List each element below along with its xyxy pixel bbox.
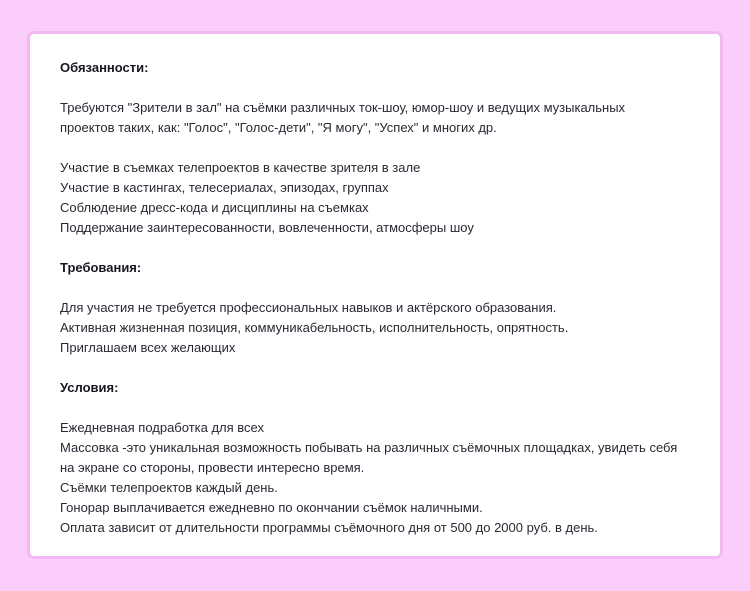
duties-list-item: Поддержание заинтересованности, вовлеченности, атмосферы шоу <box>60 220 474 235</box>
conditions-list-item: Массовка -это уникальная возможность побывать на различных съёмочных площадках, увидеть себя <box>60 440 678 455</box>
requirements-list-item: Активная жизненная позиция, коммуникабельность, исполнительность, опрятность. <box>60 320 569 335</box>
section-heading-duties: Обязанности: <box>60 60 149 75</box>
requirements-list-item: Приглашаем всех желающих <box>60 340 236 355</box>
conditions-list-item: Оплата зависит от длительности программы съёмочного дня от 500 до 2000 руб. в день. <box>60 520 598 535</box>
duties-list-item: Соблюдение дресс-кода и дисциплины на съемках <box>60 200 369 215</box>
conditions-list-item: Гонорар выплачивается ежедневно по окончании съёмок наличными. <box>60 500 483 515</box>
job-description-content <box>60 58 700 538</box>
conditions-list-item: Ежедневная подработка для всех <box>60 420 264 435</box>
job-description-card <box>27 31 723 559</box>
duties-list-item: Участие в съемках телепроектов в качестве зрителя в зале <box>60 160 421 175</box>
requirements-list-item: Для участия не требуется профессиональных навыков и актёрского образования. <box>60 300 557 315</box>
duties-text-line: проектов таких, как: "Голос", "Голос-дети", "Я могу", "Успех" и многих др. <box>60 120 497 135</box>
section-heading-conditions: Условия: <box>60 380 119 395</box>
duties-text-line: Требуются "Зрители в зал" на съёмки различных ток-шоу, юмор-шоу и ведущих музыкальных <box>60 100 626 115</box>
duties-list-item: Участие в кастингах, телесериалах, эпизодах, группах <box>60 180 389 195</box>
section-heading-requirements: Требования: <box>60 260 142 275</box>
conditions-list-item: на экране со стороны, провести интересно время. <box>60 460 365 475</box>
conditions-list-item: Съёмки телепроектов каждый день. <box>60 480 278 495</box>
